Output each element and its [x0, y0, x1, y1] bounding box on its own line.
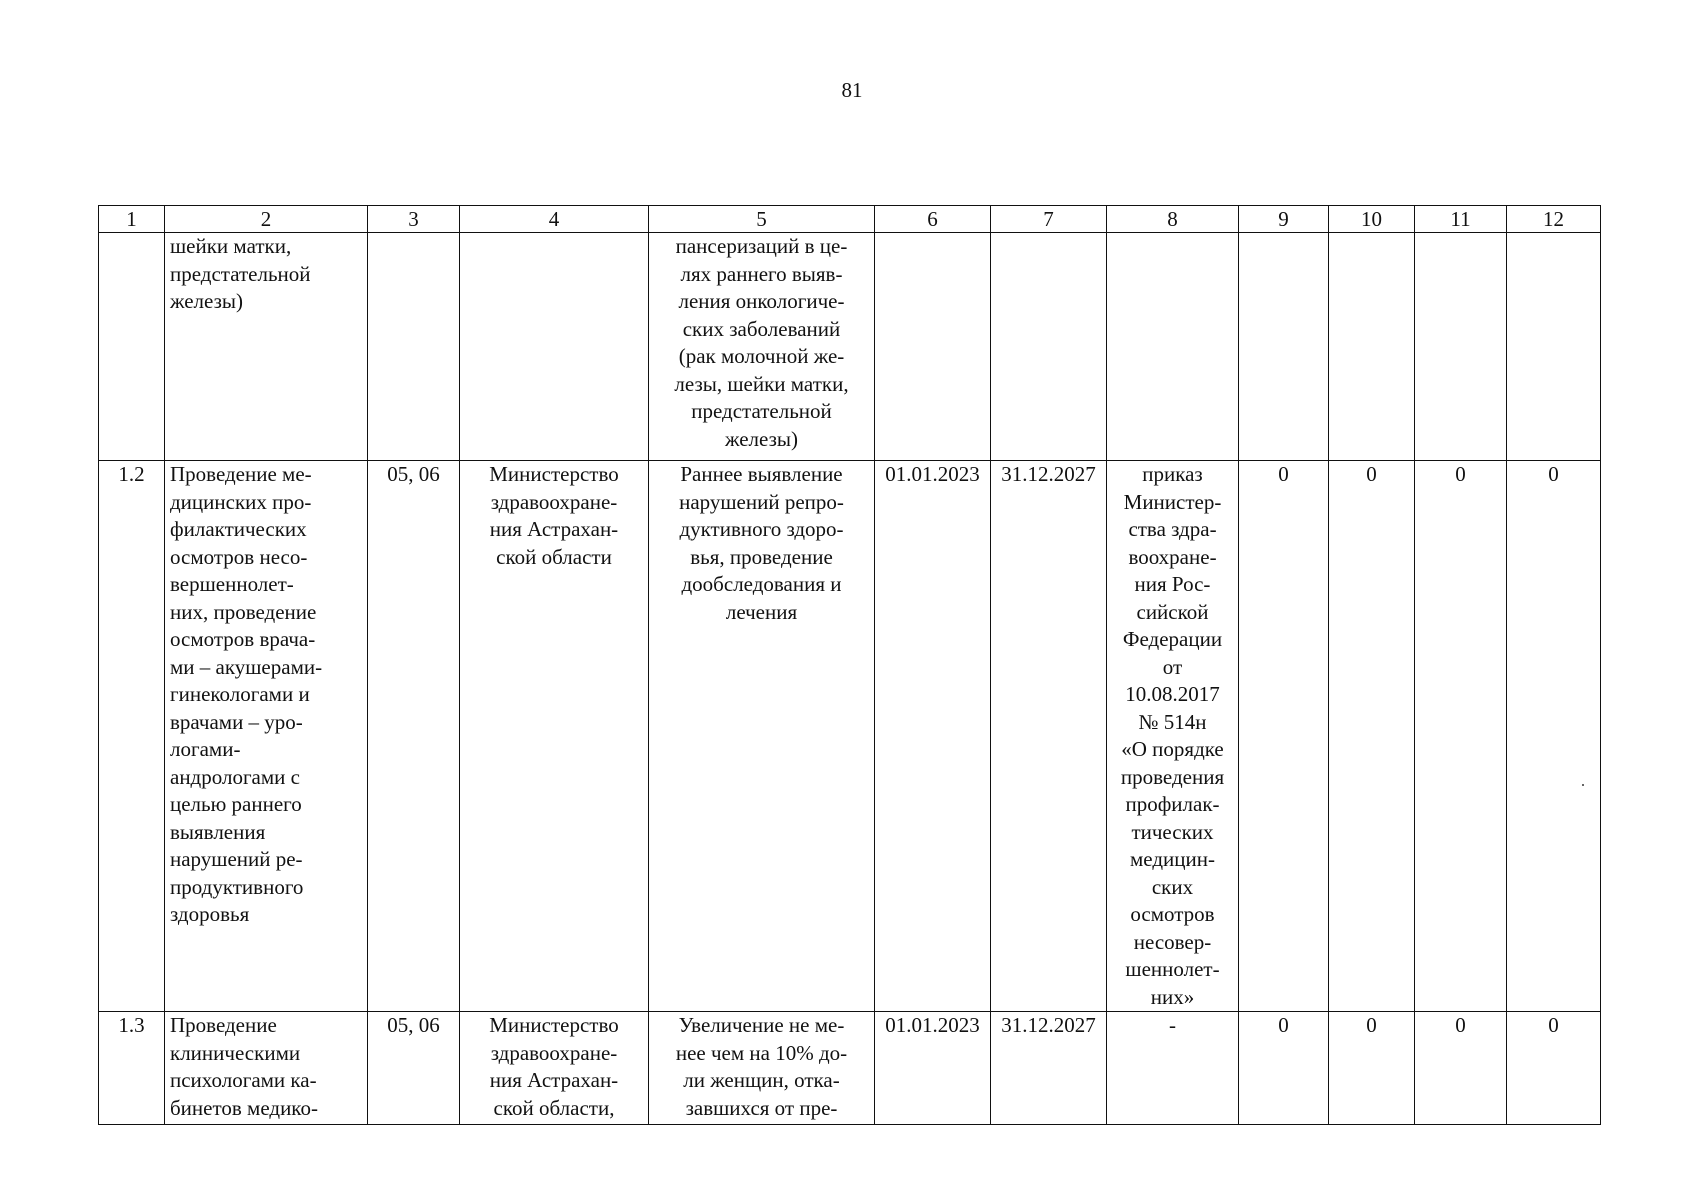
event-cell: Проведение клиническими психологами ка- бинетов медико- — [165, 1012, 368, 1125]
value-cell-10 — [1329, 233, 1415, 461]
document-cell: приказ Министер- ства здра- воохране- ния Рос- сийской Федерации от 10.08.2017 № 514н «О порядке проведения профилак- тических медицин- ских осмотров несовер- шеннолет- них» — [1107, 461, 1239, 1012]
column-header-6: 6 — [875, 206, 991, 233]
column-header-10: 10 — [1329, 206, 1415, 233]
value-cell-10: 0 — [1329, 1012, 1415, 1125]
event-cell: Проведение ме- дицинских про- филактических осмотров несо- вершеннолет- них, проведение осмотров врача- ми – акушерами- гинекологами и врачами – уро- логами- андрологами с целью раннего выявления нарушений ре- продуктивного здоровья — [165, 461, 368, 1012]
event-cell: шейки матки, предстательной железы) — [165, 233, 368, 461]
start-date-cell: 01.01.2023 — [875, 1012, 991, 1125]
end-date-cell: 31.12.2027 — [991, 461, 1107, 1012]
code-cell: 05, 06 — [368, 461, 460, 1012]
column-header-12: 12 — [1507, 206, 1601, 233]
table-row — [99, 233, 1601, 461]
code-cell: 05, 06 — [368, 1012, 460, 1125]
executor-cell — [460, 233, 649, 461]
row-number-cell — [99, 233, 165, 461]
value-cell-10: 0 — [1329, 461, 1415, 1012]
table-row — [99, 461, 1601, 1012]
value-cell-9: 0 — [1239, 461, 1329, 1012]
value-cell-11: 0 — [1415, 1012, 1507, 1125]
column-header-1: 1 — [99, 206, 165, 233]
value-cell-9: 0 — [1239, 1012, 1329, 1125]
start-date-cell: 01.01.2023 — [875, 461, 991, 1012]
row-number-cell: 1.3 — [99, 1012, 165, 1125]
end-date-cell: 31.12.2027 — [991, 1012, 1107, 1125]
value-cell-12: 0 — [1507, 1012, 1601, 1125]
code-cell — [368, 233, 460, 461]
table-row — [99, 1012, 1601, 1125]
value-cell-11 — [1415, 233, 1507, 461]
column-header-4: 4 — [460, 206, 649, 233]
column-number-row — [99, 206, 1601, 233]
document-cell: - — [1107, 1012, 1239, 1125]
row-number-cell: 1.2 — [99, 461, 165, 1012]
column-header-5: 5 — [649, 206, 875, 233]
column-header-2: 2 — [165, 206, 368, 233]
value-cell-12: 0 — [1507, 461, 1601, 1012]
document-cell — [1107, 233, 1239, 461]
scan-speck — [1582, 784, 1584, 786]
column-header-8: 8 — [1107, 206, 1239, 233]
value-cell-11: 0 — [1415, 461, 1507, 1012]
value-cell-12 — [1507, 233, 1601, 461]
page-number: 81 — [841, 78, 863, 102]
activities-table — [98, 205, 1601, 1125]
value-cell-9 — [1239, 233, 1329, 461]
column-header-11: 11 — [1415, 206, 1507, 233]
column-header-9: 9 — [1239, 206, 1329, 233]
result-cell: Раннее выявление нарушений репро- дуктивного здоро- вья, проведение дообследования и лечения — [649, 461, 875, 1012]
column-header-3: 3 — [368, 206, 460, 233]
column-header-7: 7 — [991, 206, 1107, 233]
executor-cell: Министерство здравоохране- ния Астрахан- ской области — [460, 461, 649, 1012]
executor-cell: Министерство здравоохране- ния Астрахан- ской области, — [460, 1012, 649, 1125]
result-cell: Увеличение не ме- нее чем на 10% до- ли женщин, отка- завшихся от пре- — [649, 1012, 875, 1125]
start-date-cell — [875, 233, 991, 461]
result-cell: пансеризаций в це- лях раннего выяв- ления онкологиче- ских заболеваний (рак молочной же- лезы, шейки матки, предстательной железы) — [649, 233, 875, 461]
end-date-cell — [991, 233, 1107, 461]
